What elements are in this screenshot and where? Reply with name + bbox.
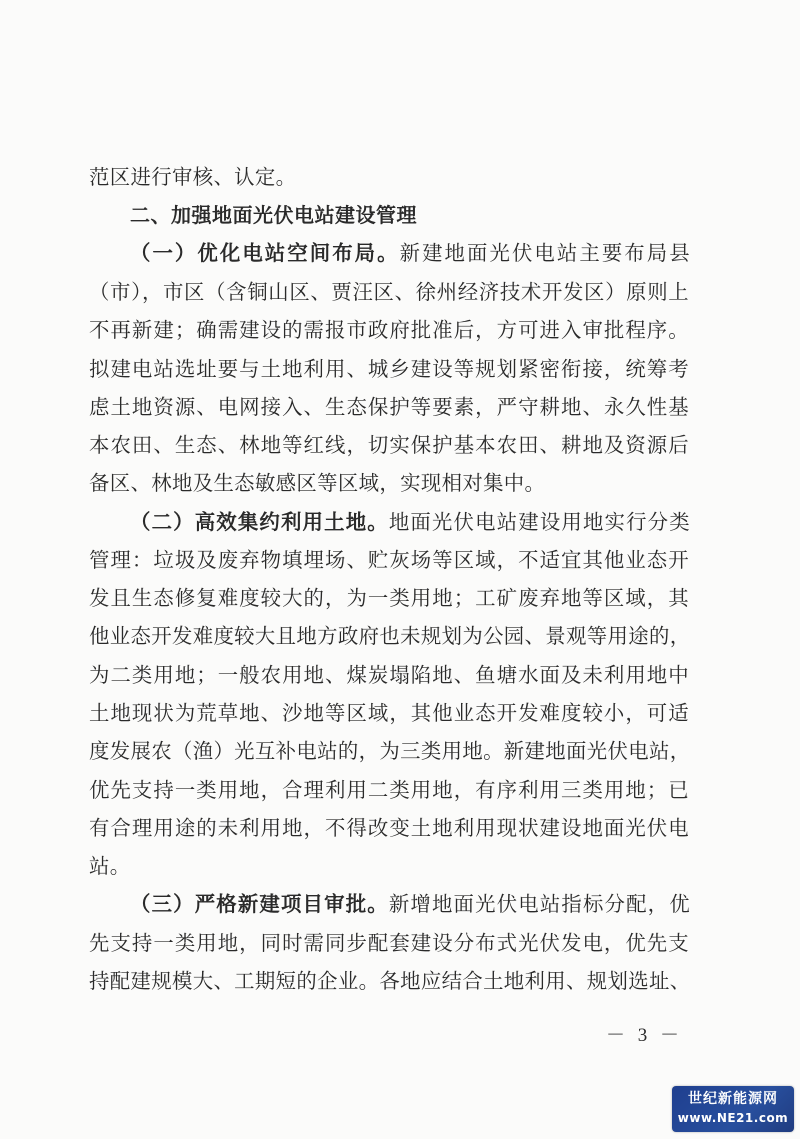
paragraph-line xyxy=(130,890,690,918)
paragraph-line xyxy=(130,508,690,536)
paragraph-line: 本农田、生态、林地等红线，切实保护基本农田、耕地及资源后 xyxy=(89,433,689,457)
paragraph-line: 发且生态修复难度较大的，为一类用地；工矿废弃地等区域，其 xyxy=(89,586,689,610)
paragraph-line: （市），市区（含铜山区、贾汪区、徐州经济技术开发区）原则上 xyxy=(89,280,689,304)
paragraph-text: 新建地面光伏电站主要布局县 xyxy=(399,241,690,265)
paragraph-line: 优先支持一类用地，合理利用二类用地，有序利用三类用地；已 xyxy=(89,778,689,802)
paragraph-line: 不再新建；确需建设的需报市政府批准后，方可进入审批程序。 xyxy=(89,318,689,342)
paragraph-line: 管理：垃圾及废弃物填埋场、贮灰场等区域，不适宜其他业态开 xyxy=(89,548,689,572)
watermark-logo xyxy=(672,1086,794,1132)
paragraph-line: 站。 xyxy=(89,854,131,878)
section-heading: 二、加强地面光伏电站建设管理 xyxy=(130,203,417,227)
watermark-site-name: 世纪新能源网 xyxy=(688,1091,778,1107)
paragraph-text: 新增地面光伏电站指标分配，优 xyxy=(388,892,690,916)
paragraph-line: 虑土地资源、电网接入、生态保护等要素，严守耕地、永久性基 xyxy=(89,395,689,419)
paragraph-line: 他业态开发难度较大且地方政府也未规划为公园、景观等用途的， xyxy=(89,624,691,648)
subsection-title: （三）严格新建项目审批。 xyxy=(130,892,389,916)
paragraph-line: 有合理用途的未利用地，不得改变土地利用现状建设地面光伏电 xyxy=(89,816,689,840)
paragraph-line: 土地现状为荒草地、沙地等区域，其他业态开发难度较小，可适 xyxy=(89,701,689,725)
paragraph-line: 为二类用地；一般农用地、煤炭塌陷地、鱼塘水面及未利用地中 xyxy=(89,663,689,687)
subsection-title: （一）优化电站空间布局。 xyxy=(130,241,400,265)
subsection-title: （二）高效集约利用土地。 xyxy=(130,510,389,534)
paragraph-text: 地面光伏电站建设用地实行分类 xyxy=(388,510,690,534)
paragraph-line: 度发展农（渔）光互补电站的，为三类用地。新建地面光伏电站， xyxy=(89,739,691,763)
paragraph-line: 拟建电站选址要与土地利用、城乡建设等规划紧密衔接，统筹考 xyxy=(89,357,689,381)
page-number: － 3 － xyxy=(606,1025,684,1046)
paragraph-line xyxy=(130,239,690,267)
watermark-url: www.NE21.com xyxy=(677,1111,789,1125)
paragraph-line: 备区、林地及生态敏感区等区域，实现相对集中。 xyxy=(89,471,546,495)
paragraph-line: 范区进行审核、认定。 xyxy=(89,165,297,189)
paragraph-line: 先支持一类用地，同时需同步配套建设分布式光伏发电，优先支 xyxy=(89,931,689,955)
paragraph-line: 持配建规模大、工期短的企业。各地应结合土地利用、规划选址、 xyxy=(89,969,691,993)
